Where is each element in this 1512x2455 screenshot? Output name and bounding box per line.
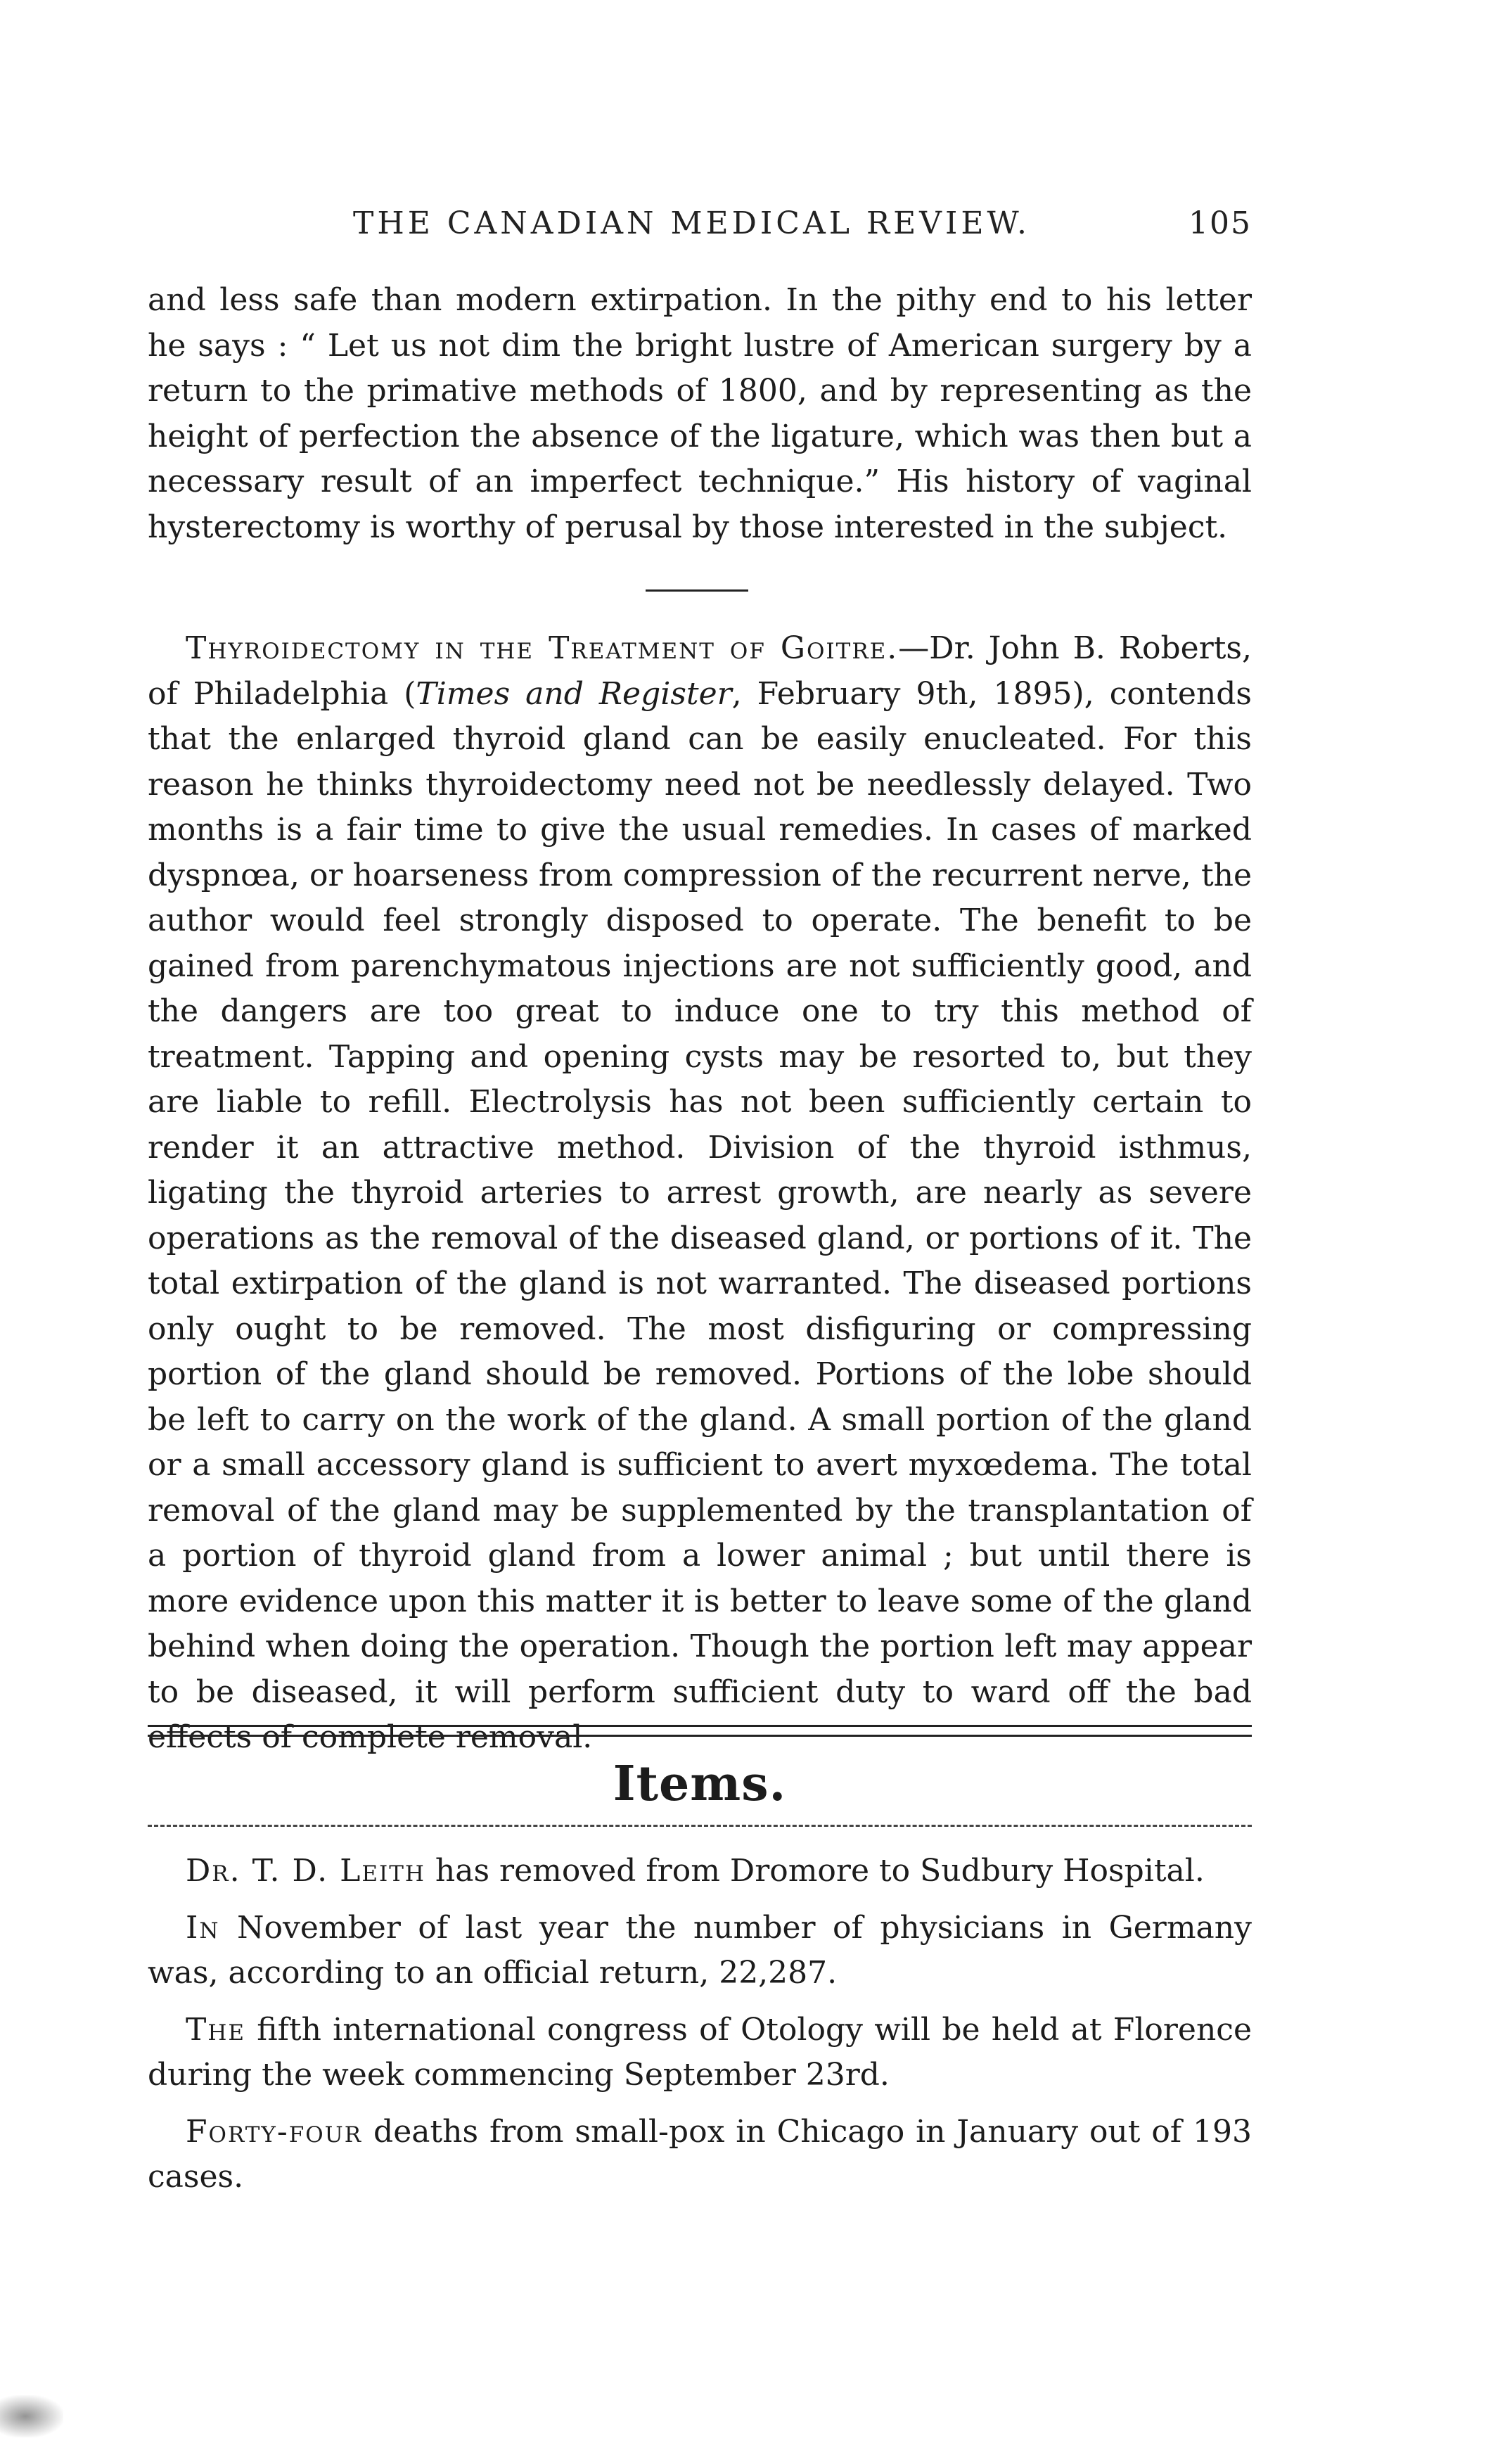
item-lead: Dr. T. D. Leith	[186, 1853, 425, 1889]
items-heading: Items.	[613, 1756, 787, 1812]
item-text: fifth international congress of Otology will be held at Florence during the week commencing September 23rd.	[148, 2011, 1252, 2093]
article-title: Thyroidectomy in the Treatment of Goitre.	[186, 630, 899, 666]
article-lead-a: —Dr. John B. Roberts, of Philadelphia (	[148, 630, 1252, 712]
article-lead-b: , February 9th, 1895), contends that the enlarged thyroid gland can be easily enucleated. For this reason he thinks thyroidectomy need not be needlessly delayed. Two months is a fair time to give the usual remedies. In cases of marked dyspnœa, or hoarseness from compression of the recurrent nerve, the author would feel strongly disposed to operate. The benefit to be gained from parenchymatous injections are not sufficiently good, and the dangers are too great to induce one to try this method of treatment. Tapping and opening cysts may be resorted to, but they are liable to refill. Electrolysis has not been sufficiently certain to render it an attractive method. Division of the thyroid isthmus, ligating the thyroid arteries to arrest growth, are nearly as severe operations as the removal of the diseased gland, or portions of it. The total extirpation of the gland is not warranted. The diseased portions only ought to be removed. The most disfiguring or compressing portion of the gland should be removed. Portions of the lobe should be left to carry on the work of the gland. A small portion of the gland or a small accessory gland is sufficient to avert myxœdema. The total removal of the gland may be supplemented by the transplantation of a portion of thyroid gland from a lower animal ; but until there is more evidence upon this matter it is better to leave some of the gland behind when doing the operation. Though the portion left may appear to be diseased, it will perform sufficient duty to ward off the bad effects of complete removal.	[148, 675, 1252, 1755]
item-text: deaths from small-pox in Chicago in January out of 193 cases.	[148, 2113, 1252, 2195]
item-text: November of last year the number of physicians in Germany was, according to an official return, 22,287.	[148, 1909, 1252, 1991]
section-divider-short	[646, 589, 748, 592]
article-source: Times and Register	[416, 675, 732, 712]
list-item	[148, 2110, 1252, 2200]
section-divider-dashed	[148, 1825, 1252, 1827]
page-number: 105	[1189, 205, 1252, 241]
running-header	[148, 205, 1252, 248]
item-lead: Forty-four	[186, 2113, 363, 2150]
list-item	[148, 1849, 1252, 1894]
item-lead: The	[186, 2011, 246, 2048]
items-list	[148, 1849, 1252, 2212]
scan-smudge	[0, 2395, 63, 2437]
journal-title: THE CANADIAN MEDICAL REVIEW.	[353, 205, 1030, 241]
article-paragraph	[148, 626, 1252, 1761]
article-thyroidectomy	[148, 626, 1252, 1761]
item-text: has removed from Dromore to Sudbury Hospital.	[425, 1853, 1205, 1889]
section-divider-double	[148, 1725, 1252, 1737]
paragraph-text: and less safe than modern extirpation. In the pithy end to his letter he says : “ Let us not dim the bright lustre of American surgery by a return to the primative methods of 1800, and by representing as the height of perfection the absence of the ligature, which was then but a necessary result of an imperfect technique.” His history of vaginal hysterectomy is worthy of perusal by those interested in the subject.	[148, 282, 1252, 545]
list-item	[148, 2008, 1252, 2098]
list-item	[148, 1906, 1252, 1996]
continued-paragraph	[148, 278, 1252, 550]
item-lead: In	[186, 1909, 220, 1946]
